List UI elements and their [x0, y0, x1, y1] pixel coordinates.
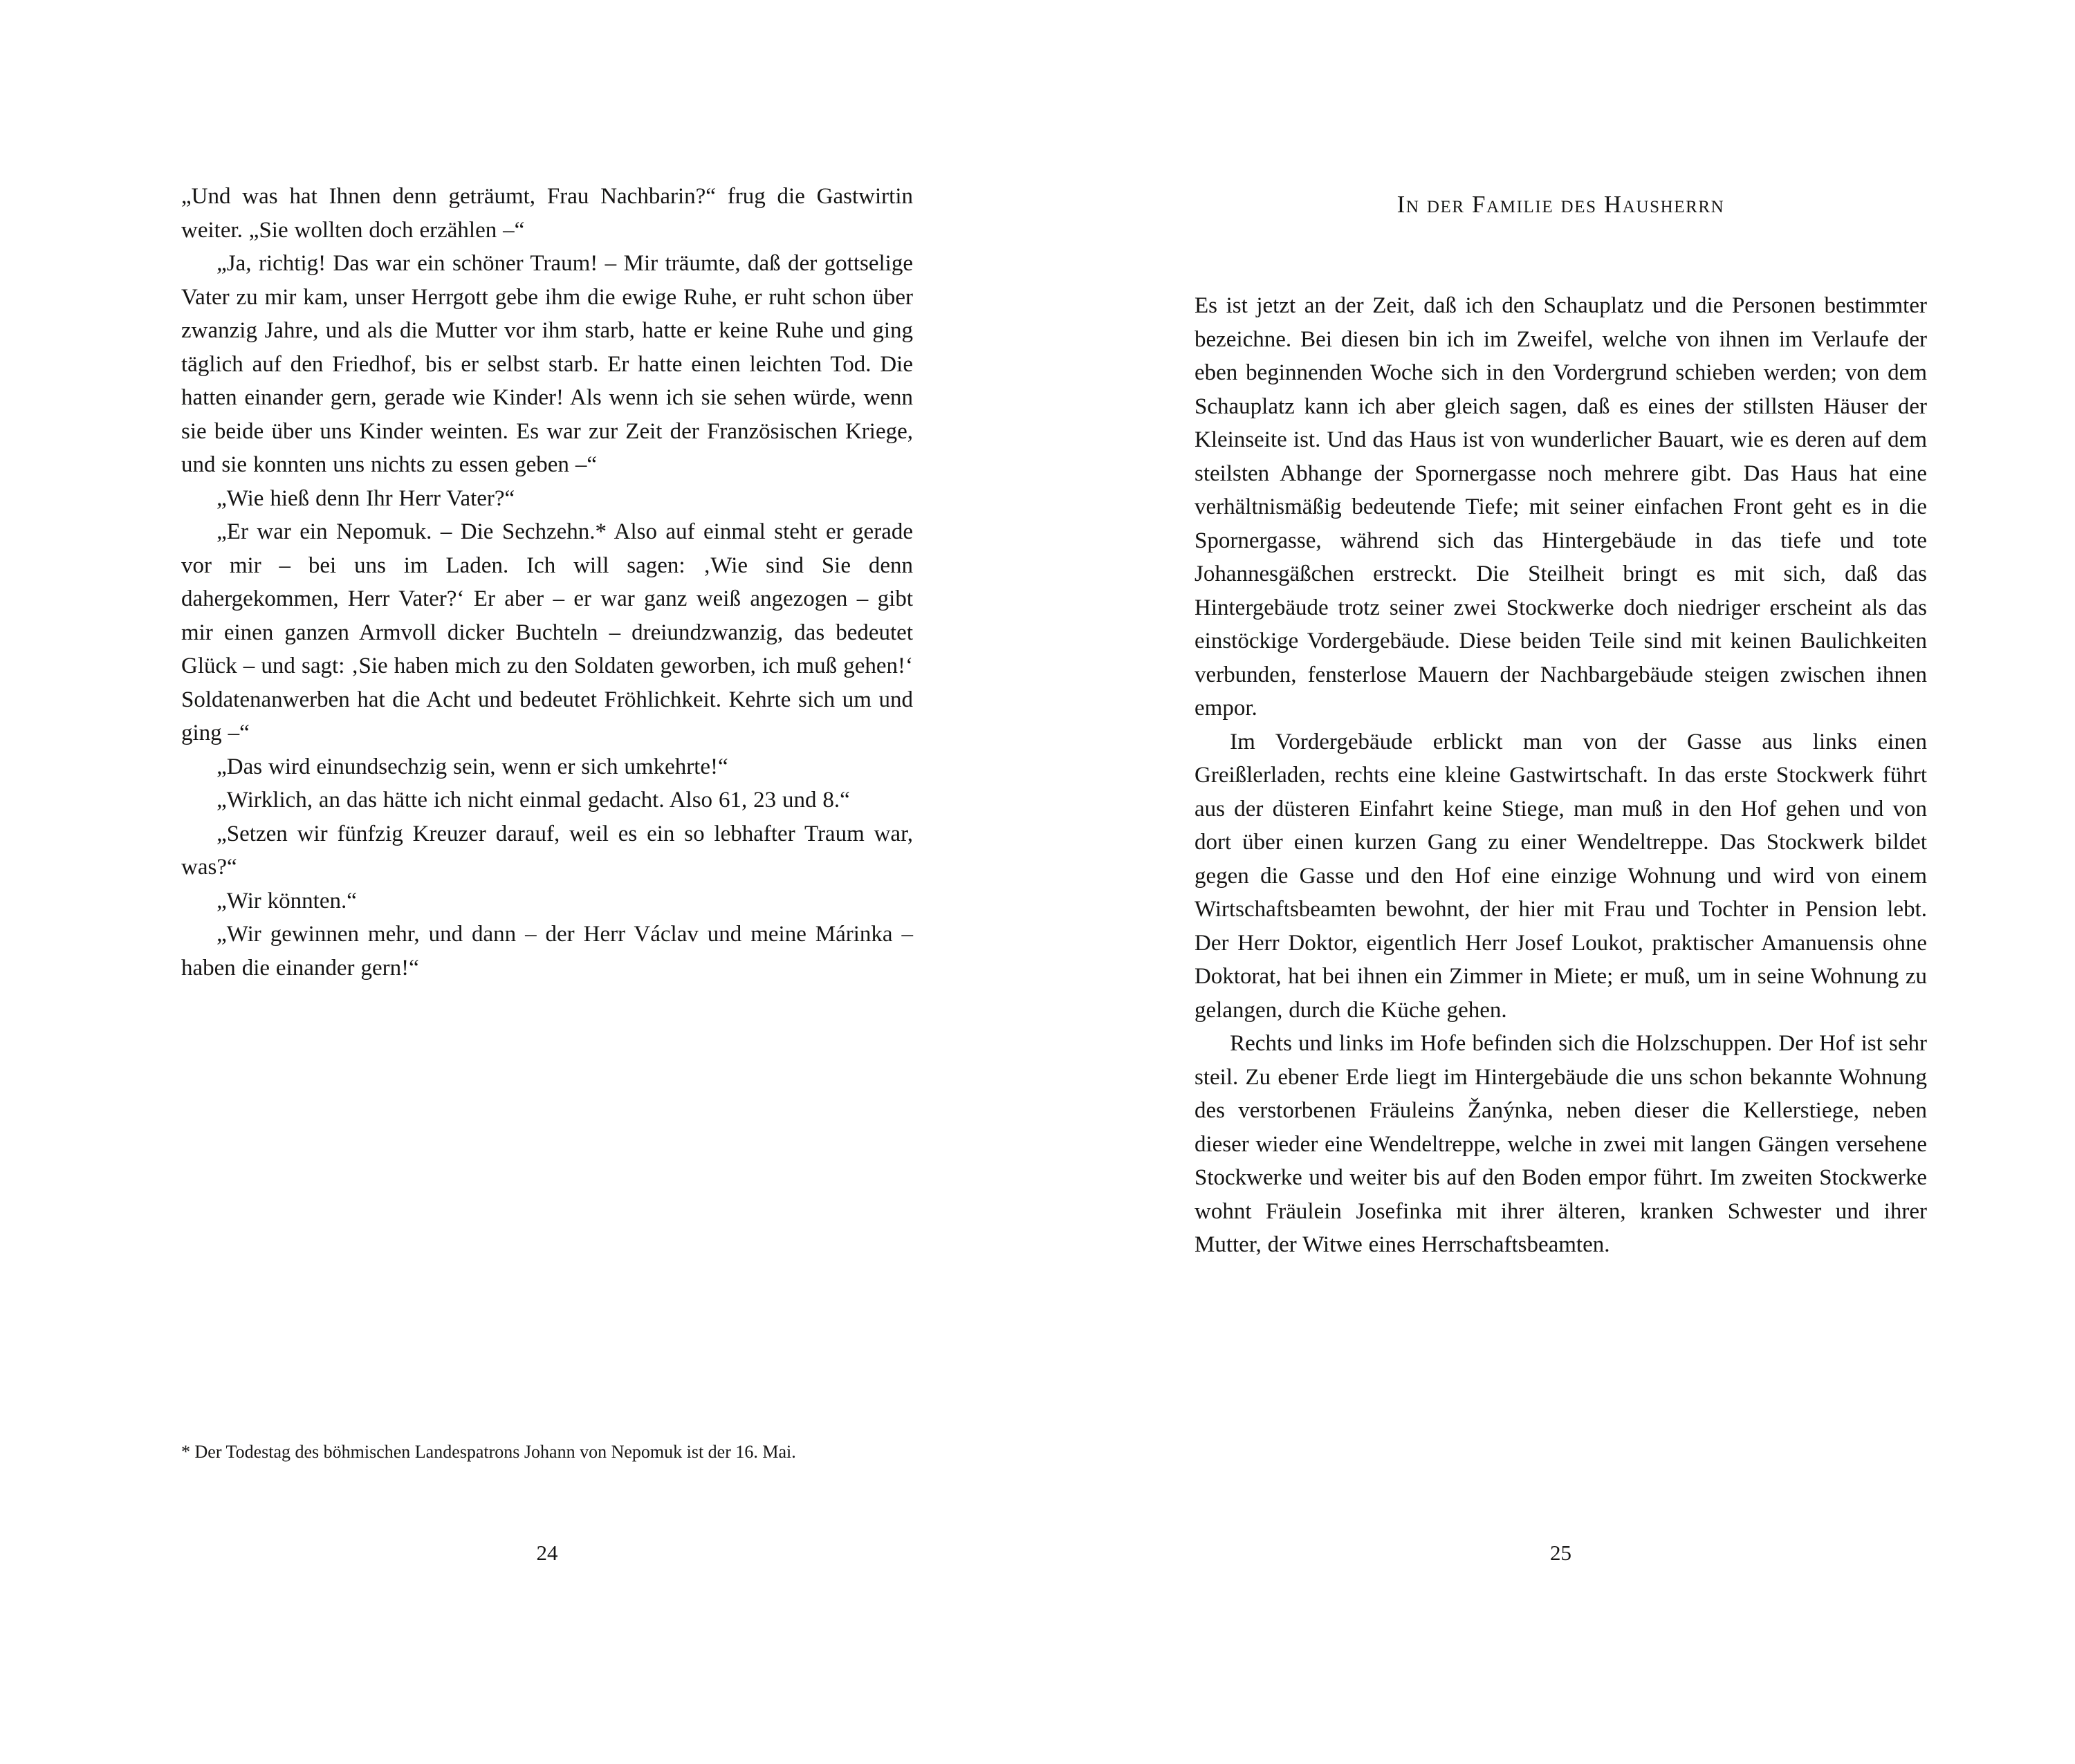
page-number-left: 24	[536, 1541, 558, 1565]
left-text-block	[181, 180, 913, 985]
paragraph: „Wie hieß denn Ihr Herr Vater?“	[216, 485, 515, 511]
paragraph: Es ist jetzt an der Zeit, daß ich den Schauplatz und die Personen bestimmter bezeichne. Bei diesen bin ich im Zweifel, welche von ihnen im Verlaufe der eben beginnenden Woche sich in den Vordergrund schieben werden; von dem Schauplatz kann ich aber gleich sagen, daß es eines der stillsten Häuser der Kleinseite ist. Und das Haus ist von wunderlicher Bauart, wie es deren auf dem steilsten Abhange der Spornergasse noch mehrere gibt. Das Haus hat eine verhältnismäßig bedeutende Tiefe; mit seiner einfachen Front geht es in die Spornergasse, während sich das Hintergebäude in das tiefe und tote Johannesgäßchen erstreckt. Die Steilheit bringt es mit sich, daß das Hintergebäude trotz seiner zwei Stockwerke doch niedriger erscheint als das einstöckige Vordergebäude. Diese beiden Teile sind mit keinen Baulichkeiten verbunden, fensterlose Mauern der Nachbargebäude steigen zwischen ihnen empor.	[1195, 293, 1927, 721]
paragraph: „Das wird einundsechzig sein, wenn er sich umkehrte!“	[216, 754, 728, 779]
footnote: * Der Todestag des böhmischen Landespatrons Johann von Nepomuk ist der 16. Mai.	[181, 1442, 796, 1462]
paragraph: „Wir könnten.“	[216, 888, 357, 913]
page-number-right: 25	[1550, 1541, 1571, 1565]
paragraph: „Und was hat Ihnen denn geträumt, Frau Nachbarin?“ frug die Gastwirtin weiter. „Sie wollten doch erzählen –“	[181, 184, 913, 243]
paragraph: Im Vordergebäude erblickt man von der Gasse aus links einen Greißlerladen, rechts eine kleine Gastwirtschaft. In das erste Stockwerk führt aus der düsteren Einfahrt keine Stiege, man muß in den Hof gehen und von dort über einen kurzen Gang zu einer Wendeltreppe. Das Stockwerk bildet gegen die Gasse und den Hof eine einzige Wohnung und wird von einem Wirtschaftsbeamten bewohnt, der hier mit Frau und Tochter in Pension lebt. Der Herr Doktor, eigentlich Herr Josef Loukot, praktischer Amanuensis ohne Doktorat, hat bei ihnen ein Zimmer in Miete; er muß, um in seine Wohnung zu gelangen, durch die Küche gehen.	[1195, 729, 1927, 1023]
paragraph: „Wir gewinnen mehr, und dann – der Herr Václav und meine Márinka – haben die einander gern!“	[181, 922, 913, 981]
right-text-block	[1195, 188, 1927, 1262]
paragraph: Rechts und links im Hofe befinden sich die Holzschuppen. Der Hof ist sehr steil. Zu ebener Erde liegt im Hintergebäude die uns schon bekannte Wohnung des verstorbenen Fräuleins Žanýnka, neben dieser die Kellerstiege, neben dieser wieder eine Wendeltreppe, welche in zwei mit langen Gängen versehene Stockwerke und weiter bis auf den Boden empor führt. Im zweiten Stockwerke wohnt Fräulein Josefinka mit ihrer älteren, kranken Schwester und ihrer Mutter, der Witwe eines Herrschaftsbeamten.	[1195, 1031, 1927, 1257]
paragraph: „Er war ein Nepomuk. – Die Sechzehn.* Also auf einmal steht er gerade vor mir – bei uns im Laden. Ich will sagen: ‚Wie sind Sie denn dahergekommen, Herr Vater?‘ Er aber – er war ganz weiß angezogen – gibt mir einen ganzen Armvoll dicker Buchteln – dreiundzwanzig, das bedeutet Glück – und sagt: ‚Sie haben mich zu den Soldaten geworben, ich muß gehen!‘ Soldatenanwerben hat die Acht und bedeutet Fröhlichkeit. Kehrte sich um und ging –“	[181, 519, 913, 745]
chapter-heading: In der Familie des Hausherrn	[1396, 191, 1725, 218]
paragraph: „Ja, richtig! Das war ein schöner Traum! – Mir träumte, daß der gottselige Vater zu mir kam, unser Herrgott gebe ihm die ewige Ruhe, er ruht schon über zwanzig Jahre, und als die Mutter vor ihm starb, hatte er keine Ruhe und ging täglich auf den Friedhof, bis er selbst starb. Er hatte einen leichten Tod. Die hatten einander gern, gerade wie Kinder! Als wenn ich sie sehen würde, wenn sie beide über uns Kinder weinten. Es war zur Zeit der Französischen Kriege, und sie konnten uns nichts zu essen geben –“	[181, 251, 913, 477]
paragraph: „Wirklich, an das hätte ich nicht einmal gedacht. Also 61, 23 und 8.“	[216, 788, 850, 813]
paragraph: „Setzen wir fünfzig Kreuzer darauf, weil es ein so lebhafter Traum war, was?“	[181, 821, 913, 880]
